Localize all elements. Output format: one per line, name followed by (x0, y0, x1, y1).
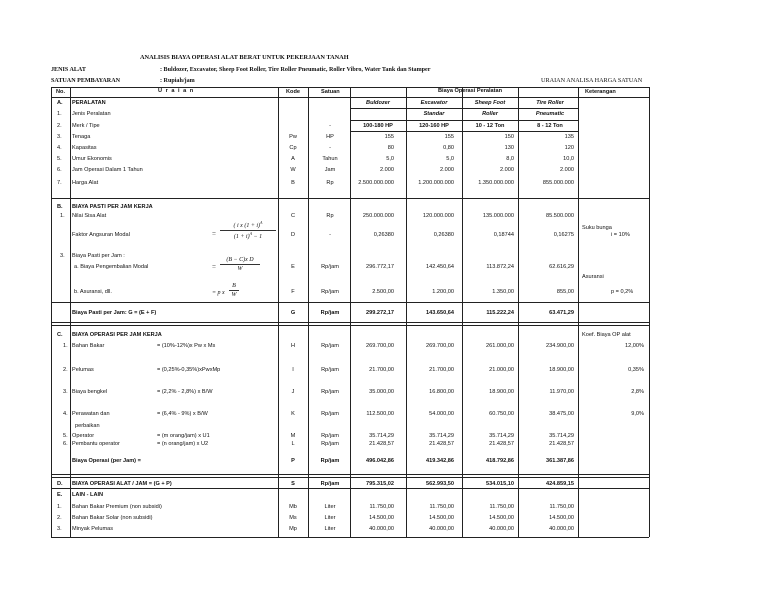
value-cell: 2.000 (380, 167, 394, 173)
value-cell: 16.800,00 (429, 389, 454, 395)
row-kode: D (290, 232, 296, 238)
value-cell: 2.000 (560, 167, 574, 173)
row-satuan: Rp/jam (321, 441, 339, 447)
subtotal-value: 115.222,24 (486, 310, 514, 316)
equipment-name-bulldozer: Buldozer (366, 100, 390, 106)
jenis-alat-value: : Buldozer, Excavator, Sheep Foot Roller, Tire Roller Pneumatic, Roller Vibro, Water Tank dan Stamper (160, 67, 431, 73)
value-cell: 269.700,00 (426, 343, 454, 349)
equipment-name-tireroller: Tire Roller (536, 100, 564, 106)
formula-equals: = (212, 263, 216, 271)
row-kode: L (291, 441, 295, 447)
note-koef-value: 9,0% (631, 411, 644, 417)
row-formula: = (6,4% - 9%) x B/W (157, 411, 208, 417)
value-cell: 62.616,29 (549, 264, 574, 270)
value-cell: 11.750,00 (489, 504, 514, 510)
row-satuan: HP (326, 134, 334, 140)
row-no: 2. (57, 515, 62, 521)
value-cell: 18.900,00 (489, 389, 514, 395)
subtotal-value: 143.650,64 (426, 310, 454, 316)
row-label: Pembantu operator (72, 441, 120, 447)
uraian-analisa-label: URAIAN ANALISA HARGA SATUAN (541, 77, 643, 84)
jenis-alat-label: JENIS ALAT (51, 67, 86, 73)
value-cell: 35.714,29 (429, 433, 454, 439)
row-no: 1. (63, 343, 68, 349)
value-cell: 296.772,17 (366, 264, 394, 270)
row-label: a. Biaya Pengembalian Modal (74, 264, 149, 270)
formula-insurance-fraction: B W (229, 283, 239, 298)
row-satuan: Rp/jam (321, 433, 339, 439)
row-satuan: Liter (324, 504, 336, 510)
value-cell: 40.000,00 (369, 526, 394, 532)
total-value: 424.859,15 (546, 481, 574, 487)
grid-line (51, 325, 649, 326)
row-satuan: Rp/jam (320, 458, 340, 464)
value-cell: 35.714,29 (549, 433, 574, 439)
document-title: ANALISIS BIAYA OPERASI ALAT BERAT UNTUK PEKERJAAN TANAH (140, 54, 349, 61)
section-b-title: BIAYA PASTI PER JAM KERJA (72, 204, 153, 210)
row-kode: Pw (289, 134, 297, 140)
note-koef-biaya: Koef. Biaya OP alat (582, 332, 631, 338)
value-cell: 120 (564, 145, 574, 151)
row-satuan: Rp/jam (320, 481, 340, 487)
value-cell: 0,16275 (553, 232, 574, 238)
subtotal-label: Biaya Operasi (per Jam) = (72, 458, 141, 464)
value-cell: 155 (384, 134, 394, 140)
grid-line (51, 322, 649, 323)
header-satuan: Satuan (321, 89, 340, 95)
row-no: 5. (63, 433, 68, 439)
note-asuransi-value: p = 0,2% (611, 289, 634, 295)
value-cell: 250.000.000 (362, 213, 394, 219)
row-label-continuation: perbaikan (75, 423, 100, 429)
grid-line (51, 537, 649, 538)
value-cell: 11.750,00 (369, 504, 394, 510)
row-label: Bahan Bakar Solar (non subsidi) (72, 515, 153, 521)
grid-line (51, 97, 649, 98)
value-cell: 54.000,00 (429, 411, 454, 417)
equipment-spec-excavator: 120-160 HP (419, 123, 449, 129)
section-d-title: BIAYA OPERASI ALAT / JAM = (G + P) (72, 481, 172, 487)
value-cell: 21.700,00 (429, 367, 454, 373)
value-cell: 261.000,00 (486, 343, 514, 349)
note-asuransi: Asuransi (582, 274, 604, 280)
equipment-name-excavator: Excavator (420, 100, 448, 106)
subtotal-value: 418.792,86 (486, 458, 514, 464)
row-label: Faktor Angsuran Modal (72, 232, 130, 238)
row-kode: I (292, 367, 294, 373)
value-cell: 38.475,00 (549, 411, 574, 417)
value-cell: 60.750,00 (489, 411, 514, 417)
row-kode: S (291, 481, 295, 487)
equipment-spec-bulldozer: 100-180 HP (363, 123, 393, 129)
grid-line (350, 108, 578, 109)
value-cell: 21.428,57 (549, 441, 574, 447)
grid-line (51, 488, 649, 489)
section-a-title: PERALATAN (72, 100, 106, 106)
row-satuan: Rp/jam (321, 343, 339, 349)
grid-line (51, 87, 649, 88)
row-satuan: Liter (324, 515, 336, 521)
row-label: Biaya bengkel (72, 389, 108, 395)
row-kode: Mb (289, 504, 297, 510)
row-kode: W (290, 167, 296, 173)
value-cell: 40.000,00 (549, 526, 574, 532)
note-suku-bunga-value: i = 10% (611, 232, 630, 238)
subtotal-value: 419.342,86 (426, 458, 454, 464)
formula-insurance-prefix: = p x (212, 290, 225, 296)
row-no: 7. (57, 180, 62, 186)
row-label: Minyak Pelumas (72, 526, 114, 532)
grid-line (70, 87, 71, 537)
grid-line (51, 474, 649, 475)
value-cell: 21.428,57 (369, 441, 394, 447)
value-cell: 269.700,00 (366, 343, 394, 349)
row-satuan: - (329, 232, 331, 238)
row-label: Jam Operasi Dalam 1 Tahun (72, 167, 143, 173)
row-label: Nilai Sisa Alat (72, 213, 107, 219)
row-no: 3. (57, 526, 62, 532)
row-kode: K (291, 411, 295, 417)
value-cell: 1.350.000.000 (478, 180, 514, 186)
value-cell: 1.200,00 (432, 289, 454, 295)
total-value: 562.993,50 (426, 481, 454, 487)
value-cell: 155 (444, 134, 454, 140)
row-satuan: - (329, 123, 331, 129)
value-cell: 40.000,00 (429, 526, 454, 532)
grid-line (278, 87, 279, 537)
equipment-sub-tireroller: Pneumatic (535, 111, 565, 117)
row-formula: = (n orang/jam) x U2 (157, 441, 209, 447)
grid-line (51, 198, 649, 199)
value-cell: 112.500,00 (366, 411, 394, 417)
header-keterangan: Keterangan (585, 89, 616, 95)
row-kode: Mp (289, 526, 297, 532)
section-c-letter: C. (57, 332, 63, 338)
subtotal-value: 299.272,17 (366, 310, 394, 316)
equipment-spec-tireroller: 8 - 12 Ton (537, 123, 563, 129)
value-cell: 2.500,00 (372, 289, 394, 295)
grid-line (51, 87, 52, 537)
equipment-sub-sheepfoot: Roller (482, 111, 498, 117)
value-cell: 18.900,00 (549, 367, 574, 373)
value-cell: 11.750,00 (429, 504, 454, 510)
row-kode: Cp (289, 145, 297, 151)
row-formula: = (10%-12%)x Pw x Ms (157, 343, 216, 349)
value-cell: 11.970,00 (549, 389, 574, 395)
row-label: Umur Ekonomis (72, 156, 112, 162)
row-satuan: Rp (326, 180, 334, 186)
value-cell: 14.500,00 (369, 515, 394, 521)
grid-line (350, 131, 578, 132)
section-a-letter: A. (57, 100, 63, 106)
subtotal-value: 361.387,86 (546, 458, 574, 464)
satuan-label: SATUAN PEMBAYARAN (51, 78, 121, 84)
value-cell: 0,18744 (493, 232, 514, 238)
row-no: 1. (57, 504, 62, 510)
row-kode: J (291, 389, 295, 395)
grid-line (51, 302, 649, 303)
row-formula: = (0,25%-0,35%)xPwxMp (157, 367, 221, 373)
value-cell: 2.000 (440, 167, 454, 173)
row-no: 3. (60, 253, 65, 259)
row-kode: G (290, 310, 296, 316)
value-cell: 14.500,00 (429, 515, 454, 521)
row-formula: = (m orang/jam) x U1 (157, 433, 210, 439)
formula-equals: = (212, 230, 216, 238)
value-cell: 1.200.000.000 (418, 180, 454, 186)
row-no: 4. (57, 145, 62, 151)
row-label: Jenis Peralatan (72, 111, 111, 117)
grid-line (350, 120, 578, 121)
value-cell: 21.700,00 (369, 367, 394, 373)
grid-line (518, 87, 519, 537)
section-c-title: BIAYA OPERASI PER JAM KERJA (72, 332, 162, 338)
value-cell: 21.428,57 (489, 441, 514, 447)
row-kode: P (291, 458, 295, 464)
grid-line (578, 87, 579, 537)
value-cell: 85.500.000 (546, 213, 574, 219)
row-label: b. Asuransi, dll. (74, 289, 112, 295)
row-kode: H (290, 343, 296, 349)
value-cell: 8,0 (506, 156, 514, 162)
value-cell: 142.450,64 (426, 264, 454, 270)
row-kode: B (291, 180, 295, 186)
value-cell: 5,0 (446, 156, 454, 162)
row-no: 3. (63, 389, 68, 395)
row-satuan: Rp/jam (321, 289, 339, 295)
value-cell: 14.500,00 (489, 515, 514, 521)
row-satuan: Rp/jam (321, 411, 339, 417)
section-e-letter: E. (57, 492, 63, 498)
row-kode: Ms (289, 515, 297, 521)
grid-line (51, 477, 649, 478)
row-no: 6. (57, 167, 62, 173)
row-kode: E (291, 264, 295, 270)
value-cell: 35.000,00 (369, 389, 394, 395)
equipment-name-sheepfoot: Sheep Foot (474, 100, 506, 106)
subtotal-value: 496.042,86 (366, 458, 394, 464)
row-satuan: - (329, 145, 331, 151)
row-no: 1. (60, 213, 65, 219)
row-no: 4. (63, 411, 68, 417)
value-cell: 135 (564, 134, 574, 140)
row-no: 2. (57, 123, 62, 129)
formula-capital-fraction: (B − C)x D W (220, 257, 260, 272)
header-uraian: U r a i a n (158, 88, 195, 94)
value-cell: 40.000,00 (489, 526, 514, 532)
row-satuan: Rp/jam (321, 389, 339, 395)
header-biaya-operasi: Biaya Operasi Peralatan (438, 88, 503, 94)
section-e-title: LAIN - LAIN (72, 492, 104, 498)
section-b-letter: B. (57, 204, 63, 210)
row-no: 1. (57, 111, 62, 117)
row-kode: F (291, 289, 295, 295)
row-label: Merk / Tipe (72, 123, 100, 129)
row-satuan: Rp/jam (321, 367, 339, 373)
value-cell: 120.000.000 (422, 213, 454, 219)
row-label: Bahan Bakar Premium (non subsidi) (72, 504, 162, 510)
header-no: No. (56, 89, 66, 95)
section-d-letter: D. (57, 481, 63, 487)
value-cell: 21.000,00 (489, 367, 514, 373)
row-satuan: Jam (324, 167, 336, 173)
value-cell: 5,0 (386, 156, 394, 162)
note-koef-value: 12,00% (625, 343, 644, 349)
row-label: Kapasitas (72, 145, 97, 151)
row-satuan: Tahun (322, 156, 338, 162)
row-satuan: Rp/jam (320, 310, 340, 316)
grid-line (308, 87, 309, 537)
row-no: 3. (57, 134, 62, 140)
formula-factor-fraction: ( i x $(1 + i)^A$ $(1 + i)^A - 1$ (220, 221, 276, 240)
subtotal-value: 63.471,29 (549, 310, 574, 316)
value-cell: 113.872,24 (486, 264, 514, 270)
value-cell: 2.000 (500, 167, 514, 173)
row-label: Biaya Pasti per Jam : (72, 253, 125, 259)
row-label: Pelumas (72, 367, 94, 373)
value-cell: 1.350,00 (492, 289, 514, 295)
grid-line (649, 87, 650, 537)
value-cell: 855.000.000 (542, 180, 574, 186)
value-cell: 80 (387, 145, 394, 151)
note-koef-value: 2,8% (631, 389, 644, 395)
value-cell: 35.714,29 (369, 433, 394, 439)
value-cell: 855,00 (556, 289, 574, 295)
row-no: 5. (57, 156, 62, 162)
value-cell: 21.428,57 (429, 441, 454, 447)
row-kode: A (291, 156, 295, 162)
value-cell: 14.500,00 (549, 515, 574, 521)
value-cell: 130 (504, 145, 514, 151)
row-satuan: Rp (326, 213, 334, 219)
header-kode: Kode (286, 89, 300, 95)
row-satuan: Rp/jam (321, 264, 339, 270)
total-value: 795.315,02 (366, 481, 394, 487)
value-cell: 0,80 (443, 145, 454, 151)
equipment-sub-excavator: Standar (423, 111, 445, 117)
value-cell: 35.714,29 (489, 433, 514, 439)
note-koef-value: 0,35% (628, 367, 644, 373)
total-value: 534.015,10 (486, 481, 514, 487)
value-cell: 234.900,00 (546, 343, 574, 349)
row-no: 6. (63, 441, 68, 447)
value-cell: 0,26380 (373, 232, 394, 238)
value-cell: 11.750,00 (549, 504, 574, 510)
value-cell: 2.500.000.000 (358, 180, 394, 186)
row-label: Operator (72, 433, 95, 439)
note-suku-bunga: Suku bunga (582, 225, 612, 231)
row-label: Bahan Bakar (72, 343, 105, 349)
row-label: Perawatan dan (72, 411, 110, 417)
row-kode: M (290, 433, 296, 439)
value-cell: 0,26380 (433, 232, 454, 238)
row-label: Harga Alat (72, 180, 99, 186)
value-cell: 10,0 (563, 156, 574, 162)
row-no: 2. (63, 367, 68, 373)
row-kode: C (290, 213, 296, 219)
satuan-value: : Rupiah/jam (160, 78, 195, 84)
value-cell: 150 (504, 134, 514, 140)
value-cell: 135.000.000 (482, 213, 514, 219)
equipment-spec-sheepfoot: 10 - 12 Ton (475, 123, 505, 129)
subtotal-label: Biaya Pasti per Jam: G = (E + F) (72, 310, 157, 316)
row-satuan: Liter (324, 526, 336, 532)
row-formula: = (2,2% - 2,8%) x B/W (157, 389, 213, 395)
row-label: Tenaga (72, 134, 91, 140)
